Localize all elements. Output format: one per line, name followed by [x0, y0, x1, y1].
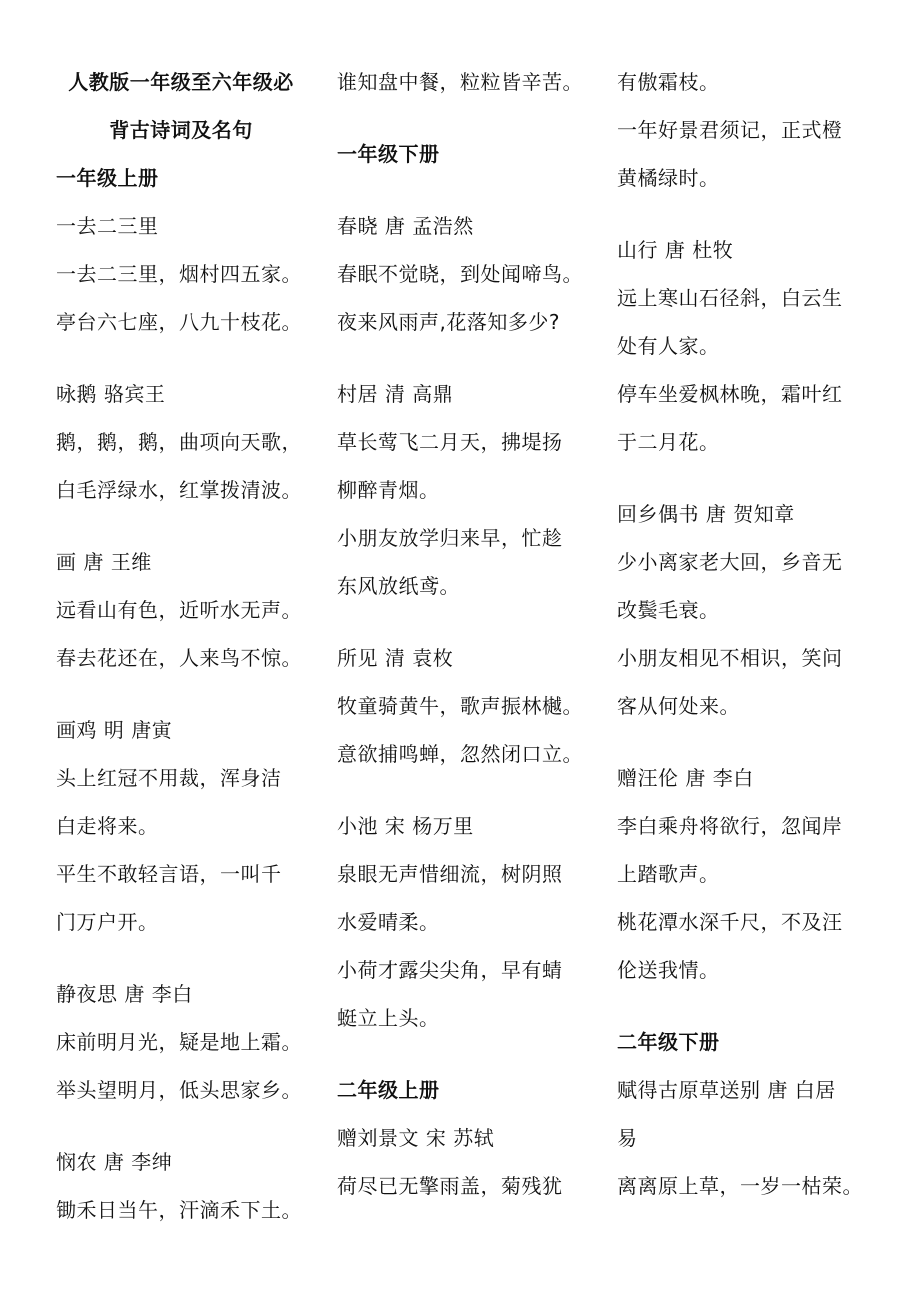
text-line: 改鬓毛衰。: [617, 598, 720, 622]
text-line: 回乡偶书 唐 贺知章: [617, 502, 795, 526]
text-line: 白走将来。: [56, 814, 159, 838]
text-line: 所见 清 袁枚: [337, 646, 454, 670]
text-line: 离离原上草，一岁一枯荣。: [617, 1174, 863, 1198]
text-line: 一年好景君须记，正式橙: [617, 118, 843, 142]
text-line: 小朋友放学归来早，忙趁: [337, 526, 563, 550]
blank-spacer: [617, 202, 887, 226]
text-line: 春眠不觉晓，到处闻啼鸟。: [337, 262, 583, 286]
text-line: 远看山有色，近听水无声。: [56, 598, 302, 622]
blank-spacer: [337, 106, 597, 130]
blank-spacer: [337, 778, 597, 802]
blank-spacer: [617, 466, 887, 490]
text-line: 赠刘景文 宋 苏轼: [337, 1126, 495, 1150]
text-line: 牧童骑黄牛，歌声振林樾。: [337, 694, 583, 718]
text-line: 一去二三里，烟村四五家。: [56, 262, 302, 286]
text-line: 夜来风雨声,花落知多少?: [337, 310, 560, 334]
text-line: 少小离家老大回，乡音无: [617, 550, 843, 574]
text-line: 赠汪伦 唐 李白: [617, 766, 754, 790]
document-title: 人教版一年级至六年级必: [68, 70, 294, 94]
section-heading: 一年级上册: [56, 166, 159, 190]
text-line: 黄橘绿时。: [617, 166, 720, 190]
blank-spacer: [617, 730, 887, 754]
text-line: 平生不敢轻言语，一叫千: [56, 862, 282, 886]
document-column-3: [617, 58, 887, 1210]
text-line: 床前明月光，疑是地上霜。: [56, 1030, 302, 1054]
text-line: 停车坐爱枫林晚，霜叶红: [617, 382, 843, 406]
text-line: 画鸡 明 唐寅: [56, 718, 173, 742]
text-line: 东风放纸鸢。: [337, 574, 460, 598]
text-line: 桃花潭水深千尺，不及汪: [617, 910, 843, 934]
text-line: 上踏歌声。: [617, 862, 720, 886]
text-line: 小朋友相见不相识，笑问: [617, 646, 843, 670]
text-line: 意欲捕鸣蝉，忽然闭口立。: [337, 742, 583, 766]
text-line: 客从何处来。: [617, 694, 740, 718]
blank-spacer: [617, 994, 887, 1018]
text-line: 一去二三里: [56, 214, 159, 238]
blank-spacer: [56, 1114, 306, 1138]
text-line: 山行 唐 杜牧: [617, 238, 734, 262]
blank-spacer: [337, 610, 597, 634]
text-line: 蜓立上头。: [337, 1006, 440, 1030]
text-line: 赋得古原草送别 唐 白居: [617, 1078, 836, 1102]
text-line: 谁知盘中餐，粒粒皆辛苦。: [337, 70, 583, 94]
document-title: 背古诗词及名句: [109, 118, 253, 142]
text-line: 小池 宋 杨万里: [337, 814, 474, 838]
text-line: 门万户开。: [56, 910, 159, 934]
section-heading: 一年级下册: [337, 142, 440, 166]
text-line: 李白乘舟将欲行，忽闻岸: [617, 814, 843, 838]
text-line: 有傲霜枝。: [617, 70, 720, 94]
text-line: 静夜思 唐 李白: [56, 982, 193, 1006]
text-line: 易: [617, 1126, 638, 1150]
blank-spacer: [56, 346, 306, 370]
text-line: 白毛浮绿水，红掌拨清波。: [56, 478, 302, 502]
text-line: 鹅，鹅，鹅，曲项向天歌，: [56, 430, 302, 454]
section-heading: 二年级上册: [337, 1078, 440, 1102]
text-line: 举头望明月，低头思家乡。: [56, 1078, 302, 1102]
text-line: 草长莺飞二月天，拂堤扬: [337, 430, 563, 454]
text-line: 于二月花。: [617, 430, 720, 454]
text-line: 荷尽已无擎雨盖，菊残犹: [337, 1174, 563, 1198]
blank-spacer: [337, 1042, 597, 1066]
text-line: 小荷才露尖尖角，早有蜻: [337, 958, 563, 982]
text-line: 头上红冠不用裁，浑身洁: [56, 766, 282, 790]
text-line: 画 唐 王维: [56, 550, 152, 574]
text-line: 远上寒山石径斜，白云生: [617, 286, 843, 310]
document-column-2: [337, 58, 597, 1210]
text-line: 伦送我情。: [617, 958, 720, 982]
text-line: 泉眼无声惜细流，树阴照: [337, 862, 563, 886]
text-line: 咏鹅 骆宾王: [56, 382, 166, 406]
text-line: 悯农 唐 李绅: [56, 1150, 173, 1174]
text-line: 亭台六七座，八九十枝花。: [56, 310, 302, 334]
blank-spacer: [56, 514, 306, 538]
text-line: 柳醉青烟。: [337, 478, 440, 502]
text-line: 水爱晴柔。: [337, 910, 440, 934]
text-line: 处有人家。: [617, 334, 720, 358]
document-column-1: [56, 58, 306, 1234]
blank-spacer: [56, 682, 306, 706]
text-line: 春晓 唐 孟浩然: [337, 214, 474, 238]
blank-spacer: [337, 346, 597, 370]
text-line: 村居 清 高鼎: [337, 382, 454, 406]
blank-spacer: [337, 178, 597, 202]
blank-spacer: [56, 946, 306, 970]
text-line: 春去花还在，人来鸟不惊。: [56, 646, 302, 670]
text-line: 锄禾日当午，汗滴禾下土。: [56, 1198, 302, 1222]
section-heading: 二年级下册: [617, 1030, 720, 1054]
